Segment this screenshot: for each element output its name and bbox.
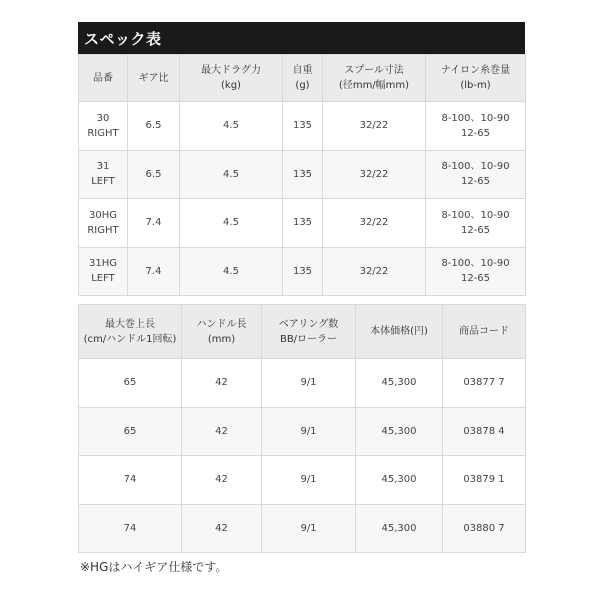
cell-handle-length: 42: [182, 456, 262, 505]
cell-price: 45,300: [356, 504, 443, 553]
cell-nylon-capacity: 8-100、10-90 12-65: [426, 247, 526, 296]
table-row: [79, 102, 526, 151]
cell-product-code: 03880 7: [443, 504, 526, 553]
cell-model: 31 LEFT: [79, 150, 128, 199]
cell-gear-ratio: 7.4: [128, 247, 180, 296]
table-row: [79, 407, 526, 456]
cell-price: 45,300: [356, 456, 443, 505]
cell-bearings: 9/1: [262, 407, 356, 456]
cell-product-code: 03877 7: [443, 359, 526, 408]
table-row: [79, 247, 526, 296]
header-weight: 自重 (g): [283, 55, 323, 102]
header-bearings: ベアリング数 BB/ローラー: [262, 305, 356, 359]
cell-product-code: 03878 4: [443, 407, 526, 456]
spec-table-main-header-row: [79, 55, 526, 102]
header-spool-size: スプール寸法 (径mm/幅mm): [323, 55, 426, 102]
spec-table-main: [78, 54, 526, 296]
cell-max-drag: 4.5: [180, 247, 283, 296]
cell-product-code: 03879 1: [443, 456, 526, 505]
cell-spool-size: 32/22: [323, 102, 426, 151]
cell-model: 30 RIGHT: [79, 102, 128, 151]
header-product-code: 商品コード: [443, 305, 526, 359]
cell-max-retrieve: 65: [79, 359, 182, 408]
cell-max-drag: 4.5: [180, 199, 283, 248]
cell-weight: 135: [283, 102, 323, 151]
spec-table-secondary-header-row: [79, 305, 526, 359]
cell-weight: 135: [283, 247, 323, 296]
header-model: 品番: [79, 55, 128, 102]
cell-handle-length: 42: [182, 359, 262, 408]
cell-model: 30HG RIGHT: [79, 199, 128, 248]
header-max-drag: 最大ドラグ力 (kg): [180, 55, 283, 102]
cell-nylon-capacity: 8-100、10-90 12-65: [426, 102, 526, 151]
cell-max-retrieve: 74: [79, 456, 182, 505]
spec-title: スペック表: [84, 29, 162, 48]
cell-spool-size: 32/22: [323, 150, 426, 199]
cell-gear-ratio: 6.5: [128, 150, 180, 199]
cell-handle-length: 42: [182, 504, 262, 553]
header-max-retrieve: 最大巻上長 (cm/ハンドル1回転): [79, 305, 182, 359]
cell-gear-ratio: 6.5: [128, 102, 180, 151]
table-row: [79, 199, 526, 248]
cell-max-drag: 4.5: [180, 102, 283, 151]
spec-table-secondary: [78, 304, 526, 553]
cell-weight: 135: [283, 199, 323, 248]
table-row: [79, 150, 526, 199]
cell-spool-size: 32/22: [323, 199, 426, 248]
cell-price: 45,300: [356, 407, 443, 456]
table-row: [79, 359, 526, 408]
cell-bearings: 9/1: [262, 359, 356, 408]
cell-model: 31HG LEFT: [79, 247, 128, 296]
cell-bearings: 9/1: [262, 504, 356, 553]
spec-title-bar: [78, 22, 525, 54]
cell-nylon-capacity: 8-100、10-90 12-65: [426, 150, 526, 199]
header-gear-ratio: ギア比: [128, 55, 180, 102]
footnote: ※HGはハイギア仕様です。: [80, 560, 228, 574]
cell-weight: 135: [283, 150, 323, 199]
header-price: 本体価格(円): [356, 305, 443, 359]
cell-spool-size: 32/22: [323, 247, 426, 296]
table-row: [79, 456, 526, 505]
cell-nylon-capacity: 8-100、10-90 12-65: [426, 199, 526, 248]
table-row: [79, 504, 526, 553]
header-handle-length: ハンドル長 (mm): [182, 305, 262, 359]
header-nylon-capacity: ナイロン糸巻量 (lb-m): [426, 55, 526, 102]
cell-max-retrieve: 65: [79, 407, 182, 456]
cell-gear-ratio: 7.4: [128, 199, 180, 248]
cell-handle-length: 42: [182, 407, 262, 456]
cell-max-drag: 4.5: [180, 150, 283, 199]
cell-bearings: 9/1: [262, 456, 356, 505]
cell-max-retrieve: 74: [79, 504, 182, 553]
cell-price: 45,300: [356, 359, 443, 408]
